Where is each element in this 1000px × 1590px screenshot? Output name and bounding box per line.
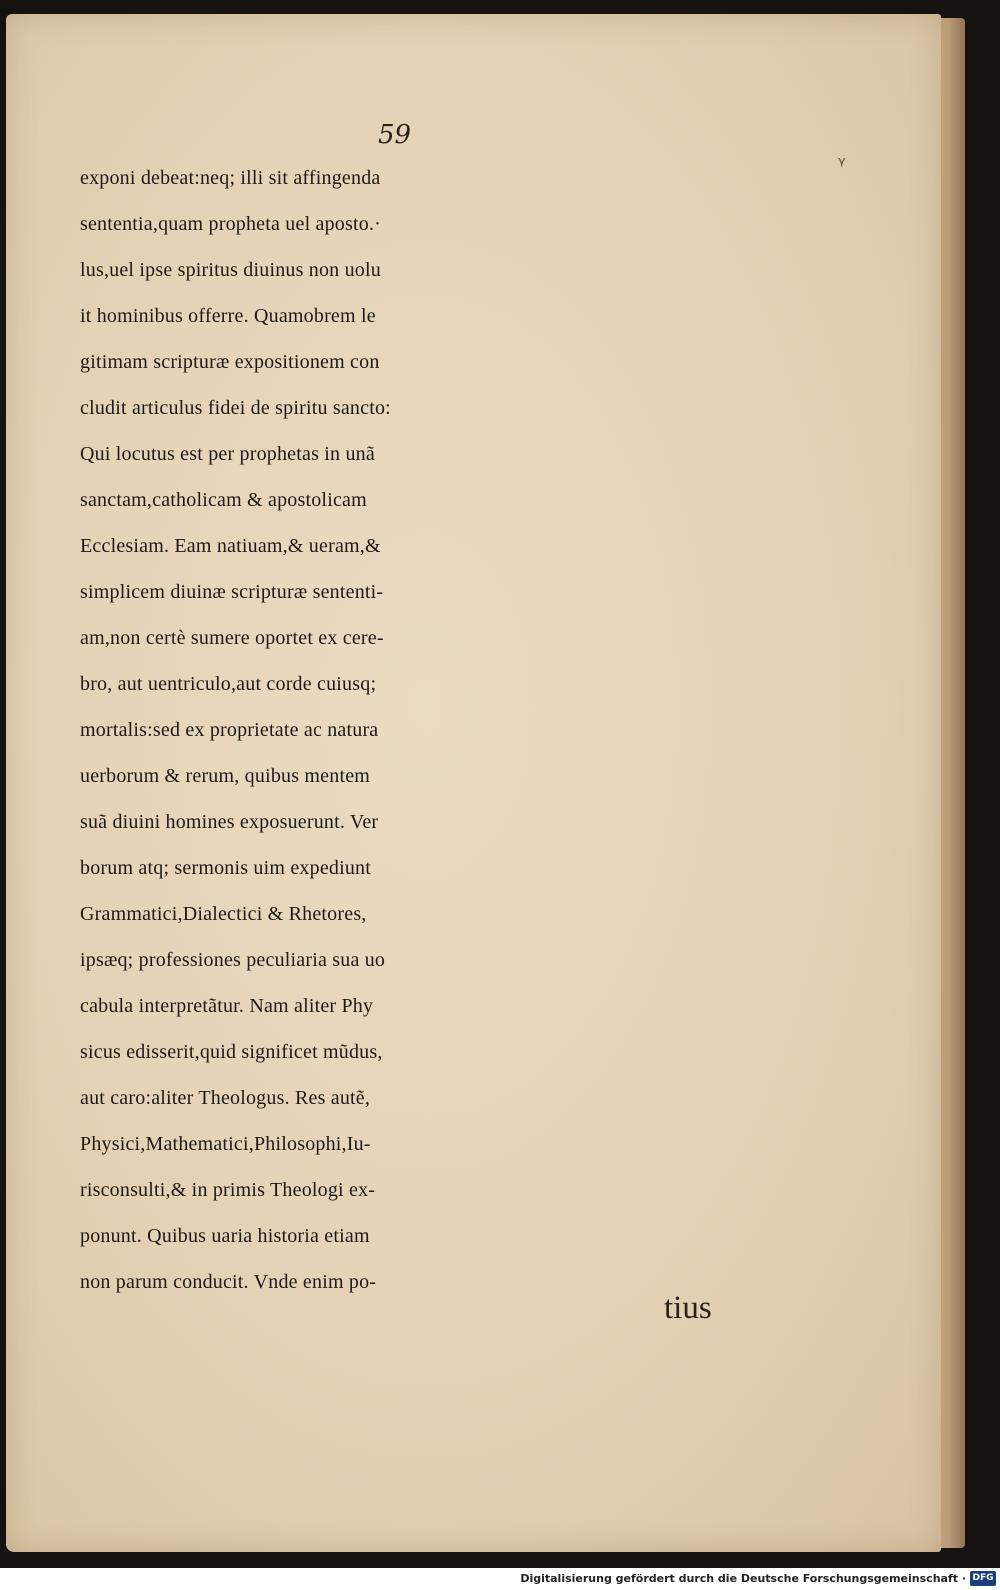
dfg-logo: DFG bbox=[970, 1571, 996, 1586]
text-line: am,non certè sumere oportet ex cere- bbox=[80, 627, 384, 649]
text-line: borum atq; sermonis uim expediunt bbox=[80, 857, 372, 879]
text-line: Physici,Mathematici,Philosophi,Iu- bbox=[80, 1133, 371, 1155]
text-line: sententia,quam propheta uel aposto.· bbox=[80, 213, 381, 235]
text-line: mortalis:sed ex proprietate ac natura bbox=[80, 719, 379, 741]
text-line: ipsæq; professiones peculiaria sua uo bbox=[80, 949, 386, 971]
catchword: tius bbox=[664, 1290, 712, 1326]
text-line: bro, aut uentriculo,aut corde cuiusq; bbox=[80, 673, 377, 695]
text-line: Qui locutus est per prophetas in unã bbox=[80, 443, 375, 465]
text-line: simplicem diuinæ scripturæ sententi- bbox=[80, 581, 384, 603]
text-line: suã diuini homines exposuerunt. Ver bbox=[80, 811, 379, 833]
margin-mark-icon: ᵞ bbox=[838, 152, 846, 176]
text-line: gitimam scripturæ expositionem con bbox=[80, 351, 380, 373]
text-line: ponunt. Quibus uaria historia etiam bbox=[80, 1225, 370, 1247]
text-line: lus,uel ipse spiritus diuinus non uolu bbox=[80, 259, 381, 281]
text-line: sicus edisserit,quid significet mũdus, bbox=[80, 1041, 383, 1063]
footer-credit: Digitalisierung gefördert durch die Deutsche Forschungsgemeinschaft · bbox=[520, 1572, 966, 1585]
text-line: exponi debeat:neq; illi sit affingenda bbox=[80, 167, 381, 189]
text-line: cludit articulus fidei de spiritu sancto: bbox=[80, 397, 391, 419]
text-line: Grammatici,Dialectici & Rhetores, bbox=[80, 903, 367, 925]
text-line: Ecclesiam. Eam natiuam,& ueram,& bbox=[80, 535, 381, 557]
text-line: cabula interpretãtur. Nam aliter Phy bbox=[80, 995, 374, 1017]
digitization-footer bbox=[0, 1568, 1000, 1590]
show-through-text bbox=[82, 1300, 382, 1334]
body-text bbox=[80, 155, 750, 1305]
page-number: 59 bbox=[378, 120, 412, 150]
text-line: aut caro:aliter Theologus. Res autẽ, bbox=[80, 1087, 371, 1109]
text-line: it hominibus offerre. Quamobrem le bbox=[80, 305, 376, 327]
text-line: uerborum & rerum, quibus mentem bbox=[80, 765, 371, 787]
text-line: risconsulti,& in primis Theologi ex- bbox=[80, 1179, 376, 1201]
text-line: sanctam,catholicam & apostolicam bbox=[80, 489, 367, 511]
text-line: non parum conducit. Vnde enim po- bbox=[80, 1271, 377, 1293]
